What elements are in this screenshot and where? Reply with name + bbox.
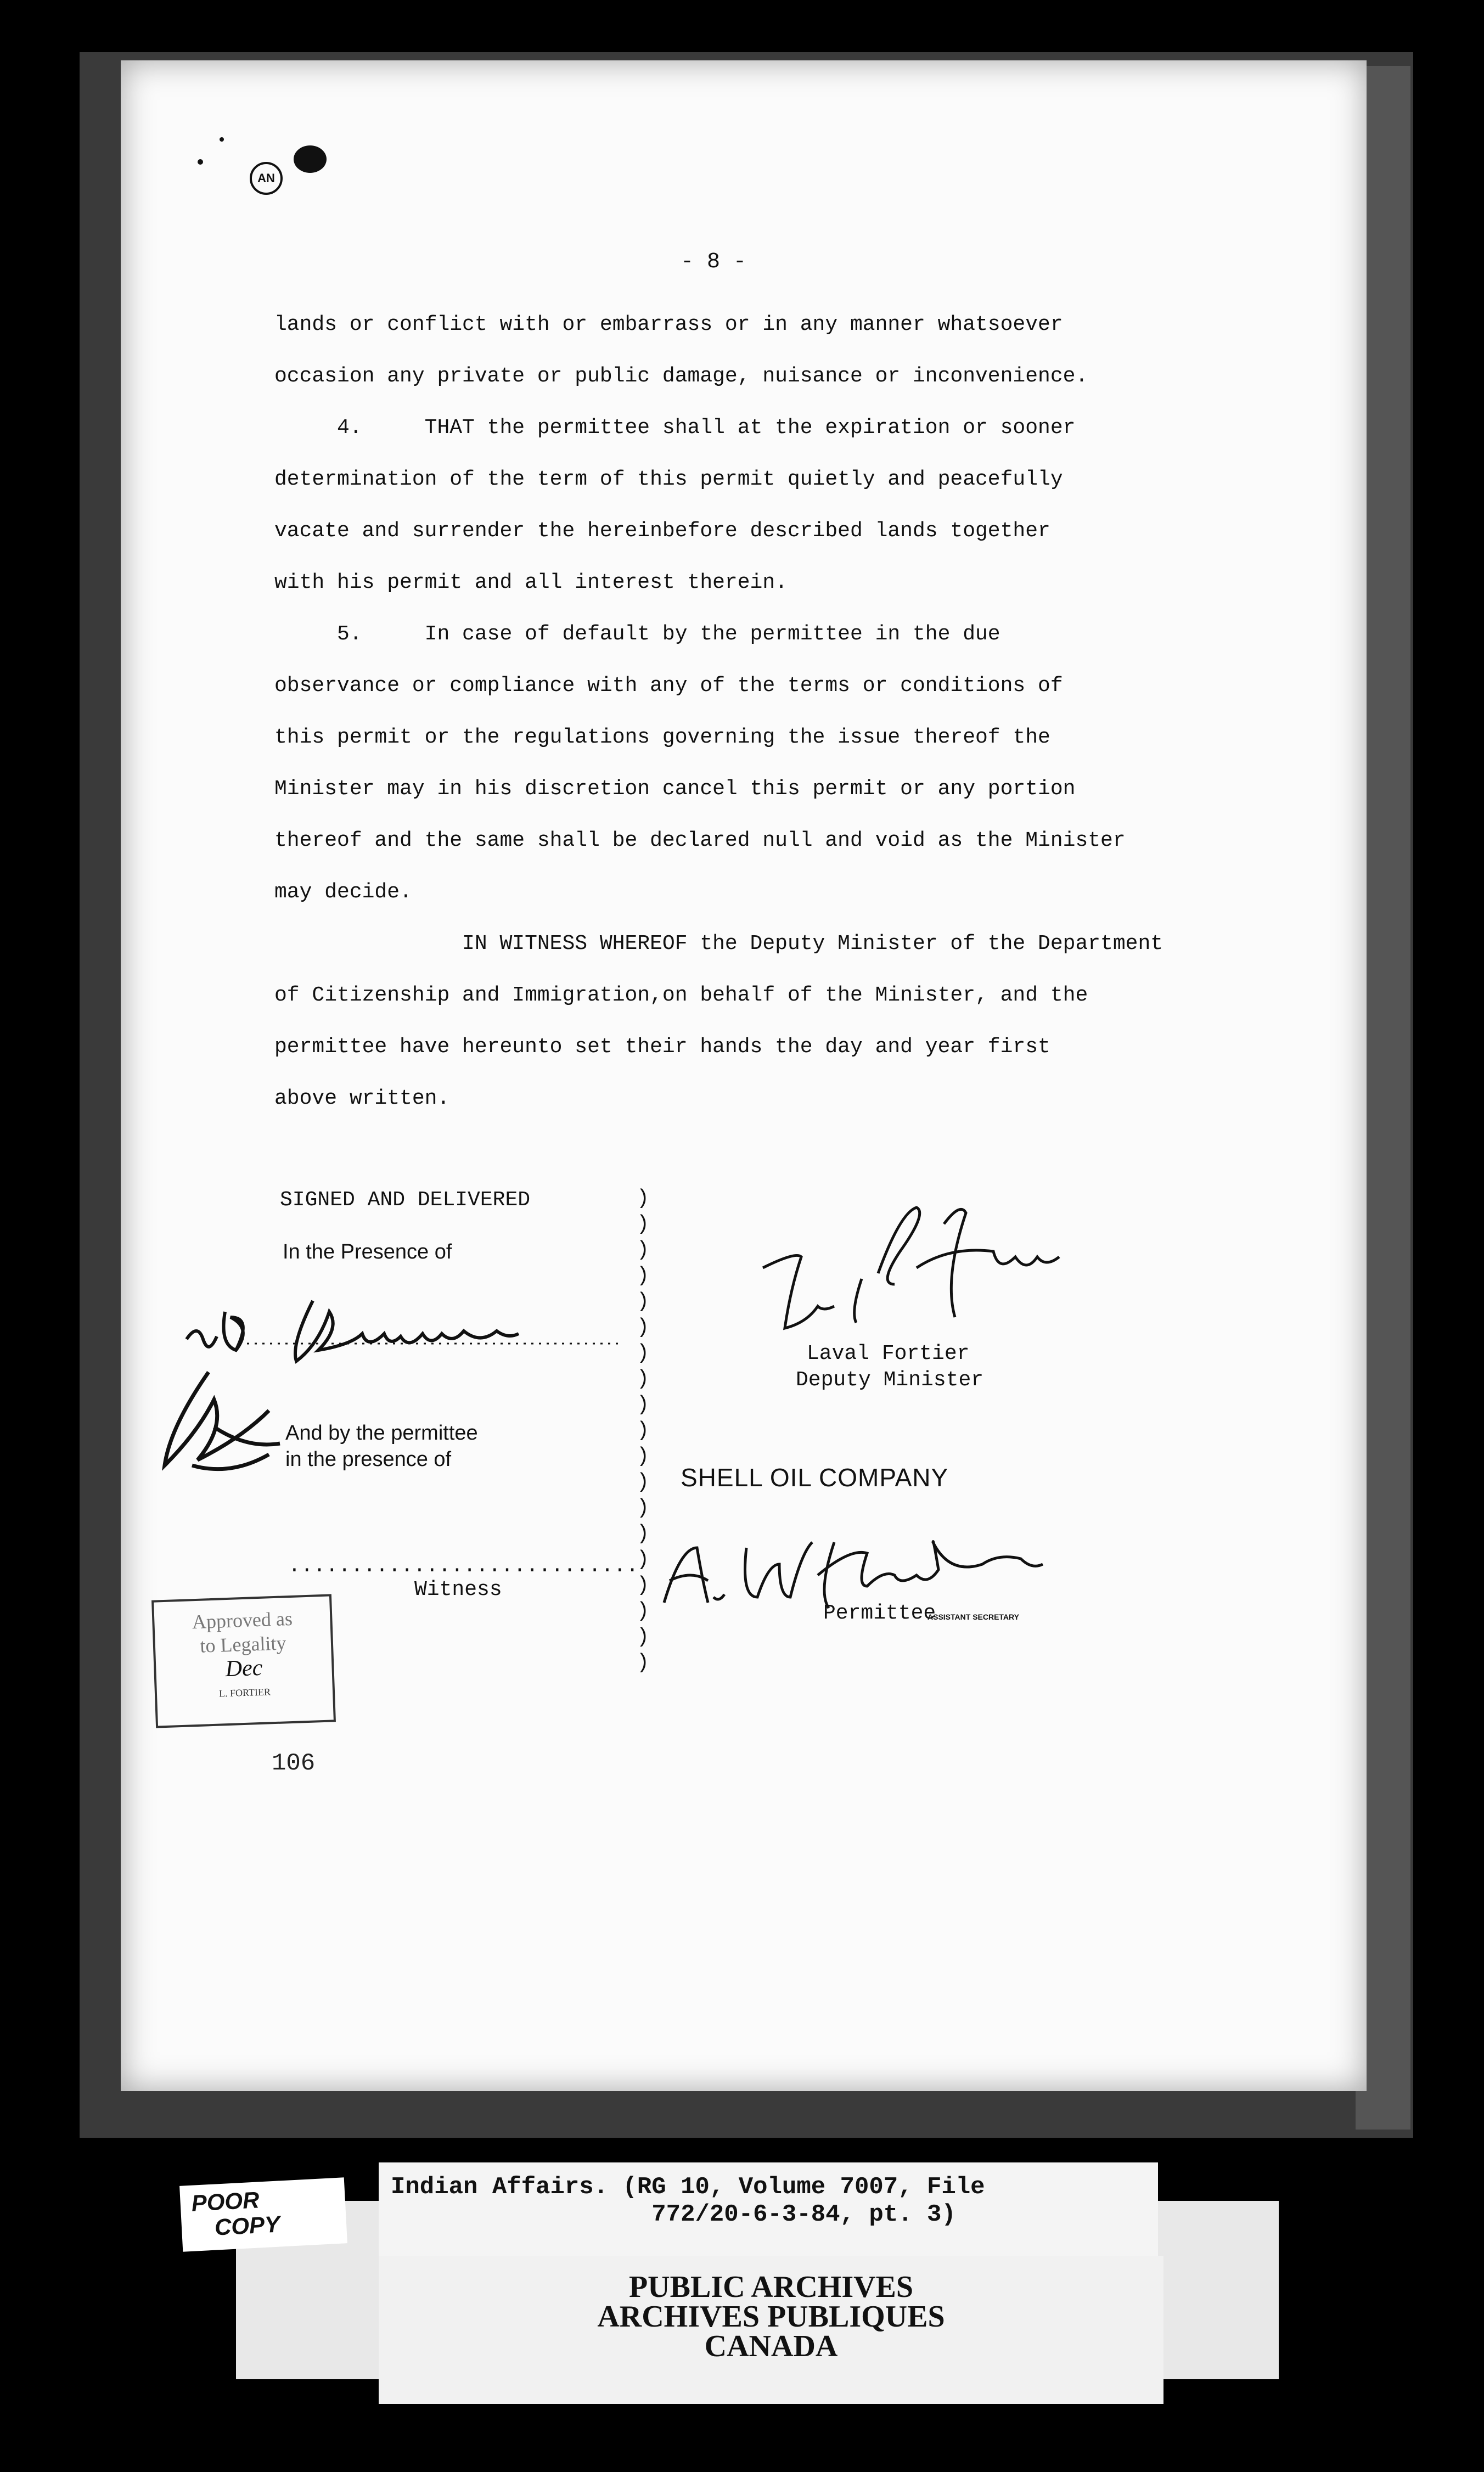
witness-signature xyxy=(181,1279,631,1372)
in-presence-of-label: in the presence of xyxy=(285,1448,452,1471)
legality-name: L. FORTIER xyxy=(218,1686,271,1699)
ink-speck xyxy=(220,137,224,142)
signed-delivered: SIGNED AND DELIVERED xyxy=(280,1188,531,1212)
legality-line-1: Approved as xyxy=(192,1607,293,1633)
company-name: SHELL OIL COMPANY xyxy=(681,1463,949,1492)
body-line: Minister may in his discretion cancel this permit or any portion xyxy=(274,777,1076,801)
body-line: this permit or the regulations governing the issue thereof the xyxy=(274,726,1050,749)
reference-line-2: 772/20-6-3-84, pt. 3) xyxy=(391,2201,956,2228)
poor-copy-note xyxy=(179,2177,347,2252)
archives-line-1: PUBLIC ARCHIVES xyxy=(628,2270,914,2304)
body-line: of Citizenship and Immigration,on behalf of the Minister, and the xyxy=(274,984,1088,1007)
document-body xyxy=(274,299,1180,1125)
deputy-minister-name: Laval Fortier xyxy=(807,1342,970,1366)
by-permittee-label: And by the permittee xyxy=(285,1422,478,1445)
body-line: 5. In case of default by the permittee in the due xyxy=(274,622,1000,646)
folio-number: 106 xyxy=(272,1750,316,1777)
assistant-secretary-stamp: ASSISTANT SECRETARY xyxy=(928,1613,1019,1621)
witness-label: Witness xyxy=(414,1578,502,1602)
legality-stamp xyxy=(151,1594,336,1728)
reference-line-1: Indian Affairs. (RG 10, Volume 7007, File xyxy=(391,2173,985,2201)
deputy-minister-title: Deputy Minister xyxy=(796,1368,984,1392)
body-line: vacate and surrender the hereinbefore described lands together xyxy=(274,519,1050,543)
poor-copy-line-2: COPY xyxy=(213,2211,281,2240)
body-line: determination of the term of this permit quietly and peacefully xyxy=(274,468,1063,491)
ink-speck xyxy=(198,159,203,165)
body-line: lands or conflict with or embarrass or in any manner whatsoever xyxy=(274,313,1063,336)
deputy-minister-signature xyxy=(752,1202,1092,1345)
poor-copy-line-1: POOR xyxy=(190,2187,260,2216)
in-presence-label: In the Presence of xyxy=(283,1240,452,1263)
body-line: permittee have hereunto set their hands the day and year first xyxy=(274,1035,1050,1059)
witness-dots: ............................ xyxy=(288,1554,639,1578)
bracket-column: ) ) ) ) ) ) ) ) ) ) ) ) ) ) ) ) ) ) ) xyxy=(637,1187,649,1675)
archives-title xyxy=(379,2272,1163,2361)
ink-speck xyxy=(294,145,327,173)
body-line: observance or compliance with any of the terms or conditions of xyxy=(274,674,1063,698)
reference-text xyxy=(391,2173,985,2228)
body-line: thereof and the same shall be declared null and void as the Minister xyxy=(274,829,1126,852)
legality-line-2: to Legality xyxy=(199,1632,287,1657)
page-number: - 8 - xyxy=(681,250,747,274)
legality-initials: Dec xyxy=(224,1655,263,1682)
body-line: 4. THAT the permittee shall at the expiration or sooner xyxy=(274,416,1076,440)
body-line: may decide. xyxy=(274,880,412,904)
an-stamp: AN xyxy=(250,162,283,195)
body-line: IN WITNESS WHEREOF the Deputy Minister of the Department xyxy=(274,932,1163,956)
body-line: with his permit and all interest therein. xyxy=(274,571,788,594)
permittee-signature xyxy=(653,1526,1103,1614)
archives-line-3: CANADA xyxy=(704,2329,838,2363)
archives-line-2: ARCHIVES PUBLIQUES xyxy=(597,2300,945,2334)
body-line: above written. xyxy=(274,1087,450,1110)
witness-initial-signature xyxy=(159,1361,291,1476)
body-line: occasion any private or public damage, nuisance or inconvenience. xyxy=(274,364,1088,388)
permittee-label: Permittee xyxy=(823,1602,936,1625)
